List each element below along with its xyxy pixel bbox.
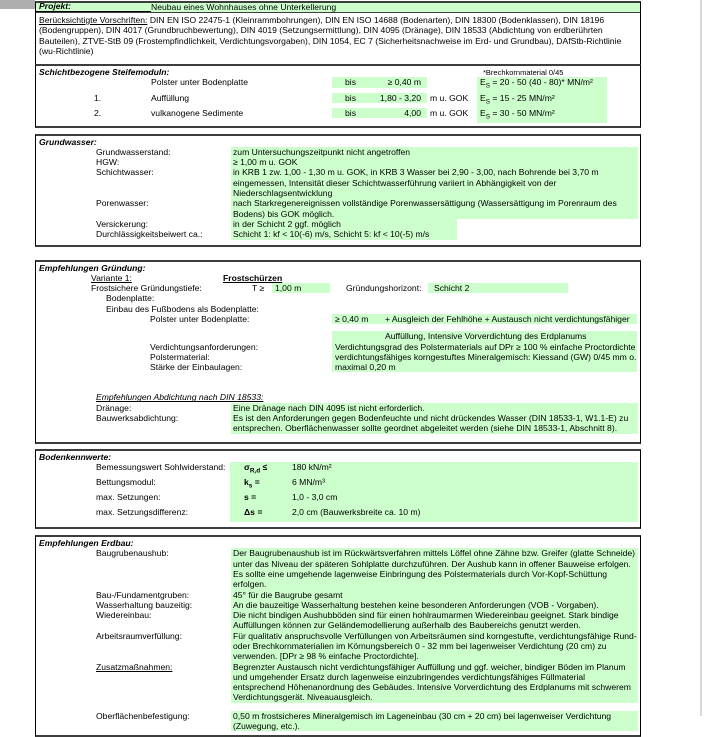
symbol-base: k <box>244 476 249 487</box>
layer-name: vulkanogene Sedimente <box>151 107 244 118</box>
depth-unit: m u. GOK <box>430 107 469 118</box>
row-label: Versickerung: <box>96 218 149 229</box>
polster-row <box>36 314 640 324</box>
row-label: Wasserhaltung bauzeitig: <box>96 599 193 610</box>
vorschriften-label: Berücksichtigte Vorschriften: <box>39 15 148 25</box>
es-subscript: S <box>485 113 490 121</box>
row-label: Verdichtungsanforderungen: <box>150 341 258 352</box>
row-value: nach Starkregenereignissen vollständige Porenwassersättigung (Wassersättigung im Porenraum des Bodens) bis GOK möglich. <box>231 198 638 219</box>
row-value: maximal 0,20 m <box>332 362 637 372</box>
horizont-value: Schicht 2 <box>428 283 568 293</box>
spacer <box>36 324 640 331</box>
row-label: Grundwasserstand: <box>96 146 171 157</box>
bettungsmodul-row <box>36 477 640 492</box>
row-value: zum Untersuchungszeitpunkt nicht angetroffen <box>231 147 638 157</box>
vorschriften-section <box>35 13 641 64</box>
oberflaechenbefestigung-row <box>36 711 640 732</box>
tiefe-prefix: T ≥ <box>252 283 265 294</box>
row-label: Arbeitsraumverfüllung: <box>96 630 182 641</box>
erdbau-title: Empfehlungen Erdbau: <box>39 538 134 549</box>
draenage-row <box>36 403 640 413</box>
row-value: Begrenzter Austausch nicht verdichtungsfähiger Auffüllung und ggf. weicher, bindiger Böden im Planum und umgehender Ersatz durch lagenweise einzubringendes verdichtungsfähiges Füllmaterial entsprechend Höhenanordnung des Gebäudes. Intensive Vorverdichtung des Erdplanums mit schwerem Verdichtungsgerät. Niveauausgleich. <box>231 662 638 703</box>
polster-thickness: ≥ 0,40 m <box>335 313 369 324</box>
row-label: Schichtwasser: <box>96 167 154 178</box>
depth-range: ≥ 0,40 m <box>387 77 421 88</box>
bodenkennwerte-title: Bodenkennwerte: <box>39 451 112 462</box>
sohlwiderstand-row <box>36 462 640 477</box>
row-label: Bau-/Fundamentgruben: <box>96 589 190 600</box>
bauwerksabdichtung-row <box>36 413 640 434</box>
es-value: = 30 - 50 MN/m² <box>492 107 555 118</box>
es-cell <box>477 77 607 92</box>
row-value-cell <box>230 462 638 477</box>
projekt-value: Neubau eines Wohnhauses ohne Unterkellerung <box>151 2 337 13</box>
row-value-cell <box>230 492 638 507</box>
symbol-op: = <box>257 507 263 517</box>
symbol-base: σ <box>244 461 250 472</box>
symbol <box>230 477 292 492</box>
depth-unit: m u. GOK <box>430 92 469 103</box>
bis-label: bis <box>345 77 356 88</box>
es-subscript: S <box>485 83 490 91</box>
bis-label: bis <box>345 92 356 103</box>
row-label: max. Setzungen: <box>96 491 161 502</box>
report-page <box>35 1 641 737</box>
bis-label: bis <box>345 107 356 118</box>
grundwasser-row <box>36 229 640 239</box>
row-label: Bemessungswert Sohlwiderstand: <box>96 461 226 472</box>
einbaulagen-row <box>36 362 640 372</box>
row-label: Dränage: <box>96 402 132 413</box>
symbol-sub: R,d <box>249 467 261 475</box>
gruendung-title: Empfehlungen Gründung: <box>39 262 146 273</box>
row-label: Porenwasser: <box>96 198 149 209</box>
row-label: Bettungsmodul: <box>96 476 156 487</box>
symbol-op: ≤ <box>262 461 268 472</box>
layer-name: Auffüllung <box>151 92 190 103</box>
page-right-edge <box>700 0 702 716</box>
baugrubenaushub-row <box>36 548 640 589</box>
bodenkennwerte-section <box>35 449 641 529</box>
verdichtung-row <box>36 342 640 352</box>
steifemodul-row-1 <box>36 93 640 108</box>
es-cell <box>477 108 607 123</box>
projekt-label: Projekt: <box>36 1 151 12</box>
symbol-op: = <box>251 491 257 502</box>
polster-row-2 <box>36 331 640 341</box>
symbol-base: Δs <box>244 507 255 517</box>
row-value: Es ist den Anforderungen gegen Bodenfeuchte und nicht drückendes Wasser (DIN 18533-1, W1.1-E) zu entsprechen. Oberflächenwasser sollte geordnet abgeleitet werden (siehe DIN 18533-1, Abschnitt 8). <box>231 413 638 434</box>
row-value: 1,0 - 3,0 cm <box>292 491 338 502</box>
es-cell <box>477 93 607 108</box>
bodenplatte-row <box>36 293 640 303</box>
setzungsdifferenz-row <box>36 507 640 522</box>
row-label: Stärke der Einbaulagen: <box>150 362 243 373</box>
steifemodul-row-polster <box>36 77 640 92</box>
es-subscript: S <box>485 98 490 106</box>
polster-note: + Ausgleich der Fehlhöhe + Austausch nicht verdichtungsfähiger <box>385 313 630 324</box>
row-label: HGW: <box>96 157 120 168</box>
symbol <box>230 492 292 507</box>
variante-value: Frostschürzen <box>223 272 283 283</box>
row-value: Die nicht bindigen Aushubböden sind für einen hohlraumarmen Wiedereinbau geeignet. Stark bindige Auffüllungen können zur Geländemodellierung außerhalb des Baubereichs genutzt werden. <box>231 610 638 631</box>
grundwasser-row <box>36 198 640 219</box>
row-label: max. Setzungsdifferenz: <box>96 507 189 517</box>
einbau-label: Einbau des Fußbodens als Bodenplatte: <box>106 303 259 314</box>
grundwasser-title: Grundwasser: <box>39 136 97 147</box>
spacer <box>36 703 640 711</box>
row-value-cell <box>230 477 638 492</box>
row-value: ≥ 1,00 m u. GOK <box>231 157 638 167</box>
variante-label: Variante 1: <box>91 272 132 283</box>
depth-range: 4,00 <box>404 107 421 118</box>
row-value: verdichtungsfähiges korngestuftes Mineralgemisch: Kiessand (GW) 0/45 mm o. <box>332 352 637 362</box>
wasserhaltung-row <box>36 600 640 610</box>
row-value: Schicht 1: kf < 10(-6) m/s, Schicht 5: kf < 10(-5) m/s <box>231 229 457 239</box>
symbol-base: s <box>244 491 249 502</box>
row-label: Oberflächenbefestigung: <box>96 710 190 721</box>
viewer-corner-block <box>0 0 35 9</box>
es-symbol: E <box>480 107 486 118</box>
grundwasser-section <box>35 134 641 247</box>
einbau-row <box>36 304 640 314</box>
tiefe-value: 1,00 m <box>272 283 330 293</box>
row-value: An die bauzeitige Wasserhaltung bestehen keine besonderen Anforderungen (VOB - Vorgaben). <box>231 600 638 610</box>
zusatzmassnahmen-row <box>36 662 640 703</box>
row-label: Polstermaterial: <box>150 351 210 362</box>
gruendungstiefe-row <box>36 283 640 293</box>
setzungen-row <box>36 492 640 507</box>
depth-range: 1,80 - 3,20 <box>379 92 421 103</box>
es-symbol: E <box>480 77 486 88</box>
row-value: in der Schicht 2 ggf. möglich <box>231 219 457 229</box>
grundwasser-row <box>36 167 640 198</box>
row-value: 0,50 m frostsicheres Mineralgemisch im Lageneinbau (30 cm + 20 cm) bei lagenweiser Verdichtung (Zuwegung, etc.). <box>231 711 638 732</box>
row-value: in KRB 1 zw. 1,00 - 1,30 m u. GOK, in KRB 3 Wasser bei 2,90 - 3,00, nach Bohrende bei 3,70 m eingemessen, Intensität dieser Schichtwasserführung variiert in Abhängigkeit von der Niederschlagsentwicklung <box>231 167 638 198</box>
symbol <box>230 507 292 522</box>
row-label: Durchlässigkeitsbeiwert ca.: <box>96 229 203 240</box>
es-value: = 20 - 50 (40 - 80)* MN/m² <box>492 77 593 88</box>
row-label: Baugrubenaushub: <box>96 548 169 559</box>
row-label: Wiedereinbau: <box>96 610 152 621</box>
es-symbol: E <box>480 92 486 103</box>
row-value: 2,0 cm (Bauwerksbreite ca. 10 m) <box>292 507 421 517</box>
horizont-label: Gründungshorizont: <box>346 283 422 294</box>
polster-value-cell <box>332 314 637 324</box>
row-number: 1. <box>94 92 102 103</box>
grundwasser-row <box>36 157 640 167</box>
row-value-cell <box>230 507 638 522</box>
grundwasser-row <box>36 147 640 157</box>
row-value: 6 MN/m³ <box>292 476 325 487</box>
tiefe-label: Frostsichere Gründungstiefe: <box>91 283 202 294</box>
depth-cell <box>332 93 427 103</box>
row-label: Bauwerksabdichtung: <box>96 413 179 424</box>
erdbau-section <box>35 535 641 737</box>
gruendung-section <box>35 260 641 444</box>
bodenplatte-label: Bodenplatte: <box>106 293 155 304</box>
vorschriften-text: DIN EN ISO 22475-1 (Kleinrammbohrungen), DIN EN ISO 14688 (Bodenarten), DIN 18300 (Bodenklassen), DIN 18196 (Bodengruppen), DIN 4017 (Grundbruchbewertung), DIN 4019 (Setzungsermittlung), DIN 4095 (Dränage), DIN 18533 (Abdichtung von erdberührten Bauteilen), ZTVE-StB 09 (Frostempfindlichkeit, Verdichtungsvorgaben), DIN 1054, EC 7 (Sicherheitsnachweise im Erd- und Grundbau), DAfStb-Richtlinie (wu-Richtlinie) <box>39 15 622 56</box>
depth-cell <box>332 77 427 87</box>
abdichtung-title: Empfehlungen Abdichtung nach DIN 18533: <box>96 392 264 403</box>
symbol <box>230 462 292 477</box>
steifemoduln-footnote: *Brechkornmaterial 0/45 <box>483 68 564 78</box>
row-value: 45° für die Baugrube gesamt <box>231 590 638 600</box>
es-value: = 15 - 25 MN/m² <box>492 92 555 103</box>
arbeitsraumverfuellung-row <box>36 631 640 662</box>
symbol-op: = <box>254 476 260 487</box>
steifemoduln-section <box>35 64 641 127</box>
depth-cell <box>332 108 427 118</box>
row-value: 180 kN/m² <box>292 461 332 472</box>
row-value: Der Baugrubenaushub ist im Rückwärtsverfahren mittels Löffel ohne Zähne bzw. Greifer (glatte Schneide) unter das Niveau der späteren Sohlplatte durchzuführen. Der Aushub kann in offener Bauweise erfolgen. Es sollte eine umgehende lagenweise Einbringung des Polstermaterials durch Vor-Kopf-Schüttung erfolgen. <box>231 548 638 589</box>
polster-note-2: Auffüllung, Intensive Vorverdichtung des Erdplanums <box>332 331 637 341</box>
grundwasser-row <box>36 219 640 229</box>
row-value: Für qualitativ anspruchsvolle Verfüllungen von Arbeitsräumen sind korngestufte, verdichtungsfähige Rund- oder Brechkornmaterialien im Körnungsbereich 0 - 32 mm bei lagenweiser Verdichtung (20 cm) zu verwenden. [DPr ≥ 98 % einfache Proctordichte]. <box>233 630 637 662</box>
projekt-row <box>35 1 641 13</box>
row-label: Zusatzmaßnahmen: <box>96 661 173 672</box>
steifemoduln-title: Schichtbezogene Steifemoduln: <box>39 67 170 78</box>
polster-label: Polster unter Bodenplatte: <box>150 313 250 324</box>
steifemodul-row-2 <box>36 108 640 123</box>
polstermaterial-row <box>36 352 640 362</box>
fundamentgruben-row <box>36 590 640 600</box>
row-value: Eine Dränage nach DIN 4095 ist nicht erforderlich. <box>231 403 638 413</box>
variante-row <box>36 273 640 283</box>
row-number: 2. <box>94 107 102 118</box>
symbol-sub: s <box>248 482 253 490</box>
row-value: Verdichtungsgrad des Polstermaterials auf DPr ≥ 100 % einfache Proctordichte <box>332 342 637 352</box>
wiedereinbau-row <box>36 610 640 631</box>
layer-name: Polster unter Bodenplatte <box>151 77 248 88</box>
